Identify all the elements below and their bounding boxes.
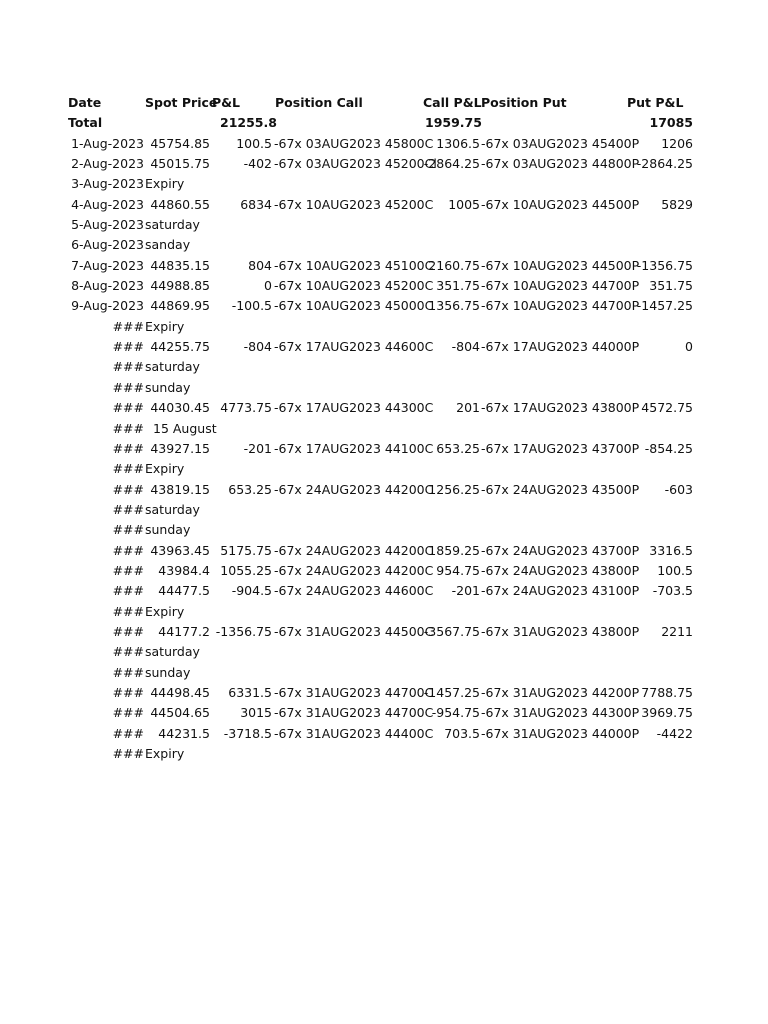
- cell-note: sanday: [145, 237, 191, 253]
- cell-put-pnl: 7788.75: [641, 684, 693, 700]
- cell-date: ###: [112, 562, 144, 578]
- cell-spot-price: 44255.75: [150, 339, 210, 355]
- cell-position-call: -67x 24AUG2023 44200C: [274, 481, 434, 497]
- cell-position-call: -67x 31AUG2023 44700C: [274, 684, 434, 700]
- table-row: [0, 561, 768, 581]
- cell-position-put: -67x 24AUG2023 43500P: [481, 481, 640, 497]
- cell-spot-price: 44504.65: [150, 705, 210, 721]
- cell-date: 3-Aug-2023: [71, 176, 144, 192]
- table-row: [0, 663, 768, 683]
- cell-position-call: -67x 31AUG2023 44700C: [274, 705, 434, 721]
- cell-spot-price: 45015.75: [150, 156, 210, 172]
- cell-position-put: -67x 24AUG2023 43800P: [481, 562, 640, 578]
- cell-note: Expiry: [145, 461, 185, 477]
- cell-date: ###: [112, 705, 144, 721]
- cell-note: Expiry: [145, 746, 185, 761]
- cell-call-pnl: 1306.5: [436, 135, 480, 151]
- cell-position-put: -67x 24AUG2023 43700P: [481, 542, 640, 558]
- table-row: [0, 459, 768, 479]
- cell-spot-price: 44988.85: [150, 278, 210, 294]
- cell-date: 1-Aug-2023: [71, 135, 144, 151]
- cell-position-call: -67x 24AUG2023 44200C: [274, 542, 434, 558]
- cell-date: ###: [112, 603, 144, 619]
- cell-pnl: -904.5: [231, 583, 272, 599]
- cell-put-pnl: 0: [685, 339, 693, 355]
- table-row: [0, 581, 768, 601]
- table-row: [0, 296, 768, 316]
- cell-note: saturday: [145, 501, 200, 517]
- cell-position-call: -67x 10AUG2023 45200C: [274, 278, 434, 294]
- cell-date: 8-Aug-2023: [71, 278, 144, 294]
- cell-date: ###: [112, 522, 144, 538]
- cell-pnl: -402: [243, 156, 272, 172]
- cell-put-pnl: 351.75: [649, 278, 693, 294]
- cell-pnl: -804: [243, 339, 272, 355]
- total-call-pnl: 1959.75: [425, 115, 482, 131]
- table-row: [0, 500, 768, 520]
- table-row: [0, 378, 768, 398]
- table-row: [0, 174, 768, 194]
- cell-date: ###: [112, 684, 144, 700]
- header-position-call: Position Call: [275, 95, 363, 110]
- table-row: [0, 419, 768, 439]
- cell-date: ###: [112, 623, 144, 639]
- cell-date: ###: [112, 420, 144, 436]
- table-row: [0, 154, 768, 174]
- table-row: [0, 276, 768, 296]
- table-row: [0, 703, 768, 723]
- cell-pnl: -1356.75: [215, 623, 272, 639]
- cell-date: ###: [112, 542, 144, 558]
- table-row: [0, 541, 768, 561]
- cell-spot-price: 44869.95: [150, 298, 210, 314]
- table-row: [0, 256, 768, 276]
- cell-note: sunday: [145, 664, 191, 680]
- table-row: [0, 337, 768, 357]
- cell-pnl: 3015: [240, 705, 272, 721]
- cell-note: sunday: [145, 379, 191, 395]
- cell-spot-price: 44860.55: [150, 196, 210, 212]
- cell-pnl: -100.5: [231, 298, 272, 314]
- cell-position-put: -67x 03AUG2023 45400P: [481, 135, 640, 151]
- cell-spot-price: 43927.15: [150, 440, 210, 456]
- cell-call-pnl: 1256.25: [428, 481, 480, 497]
- cell-date: ###: [112, 501, 144, 517]
- cell-call-pnl: 1356.75: [428, 298, 480, 314]
- cell-put-pnl: 5829: [661, 196, 693, 212]
- cell-spot-price: 44030.45: [150, 400, 210, 416]
- cell-call-pnl: -201: [451, 583, 480, 599]
- table-row: [0, 683, 768, 703]
- cell-date: 6-Aug-2023: [71, 237, 144, 253]
- cell-date: 5-Aug-2023: [71, 217, 144, 233]
- cell-position-put: -67x 03AUG2023 44800P: [481, 156, 640, 172]
- table-row: [0, 235, 768, 255]
- cell-position-put: -67x 10AUG2023 44700P: [481, 278, 640, 294]
- table-row: [0, 215, 768, 235]
- cell-pnl: 653.25: [228, 481, 272, 497]
- cell-call-pnl: 954.75: [436, 562, 480, 578]
- table-row: [0, 744, 768, 764]
- cell-spot-price: 43984.4: [158, 562, 210, 578]
- table-row: [0, 357, 768, 377]
- cell-spot-price: 45754.85: [150, 135, 210, 151]
- cell-put-pnl: 4572.75: [641, 400, 693, 416]
- cell-position-call: -67x 10AUG2023 45100C: [274, 257, 434, 273]
- cell-put-pnl: -703.5: [652, 583, 693, 599]
- cell-call-pnl: -954.75: [431, 705, 480, 721]
- table-row: [0, 398, 768, 418]
- total-row: [0, 113, 768, 133]
- cell-call-pnl: 1859.25: [428, 542, 480, 558]
- cell-spot-price: 44177.2: [158, 623, 210, 639]
- cell-pnl: 4773.75: [220, 400, 272, 416]
- cell-position-call: -67x 10AUG2023 45200C: [274, 196, 434, 212]
- cell-note: 15 August: [153, 420, 217, 436]
- cell-position-put: -67x 17AUG2023 44000P: [481, 339, 640, 355]
- cell-put-pnl: 1206: [661, 135, 693, 151]
- cell-date: ###: [112, 379, 144, 395]
- cell-date: 2-Aug-2023: [71, 156, 144, 172]
- table-row: [0, 317, 768, 337]
- data-rows: [0, 134, 768, 765]
- cell-pnl: -3718.5: [223, 725, 272, 741]
- cell-position-put: -67x 31AUG2023 44200P: [481, 684, 640, 700]
- cell-call-pnl: -1457.25: [423, 684, 480, 700]
- cell-put-pnl: 100.5: [657, 562, 693, 578]
- cell-call-pnl: 653.25: [436, 440, 480, 456]
- table-row: [0, 520, 768, 540]
- cell-put-pnl: 3316.5: [649, 542, 693, 558]
- cell-position-call: -67x 24AUG2023 44600C: [274, 583, 434, 599]
- table-row: [0, 622, 768, 642]
- cell-pnl: 6331.5: [228, 684, 272, 700]
- cell-position-put: -67x 31AUG2023 44300P: [481, 705, 640, 721]
- cell-date: 4-Aug-2023: [71, 196, 144, 212]
- cell-pnl: 5175.75: [220, 542, 272, 558]
- cell-position-call: -67x 03AUG2023 45200Cl: [274, 156, 437, 172]
- header-call-pnl: Call P&L: [423, 95, 482, 110]
- cell-position-put: -67x 10AUG2023 44700P: [481, 298, 640, 314]
- cell-note: sunday: [145, 522, 191, 538]
- table-row: [0, 602, 768, 622]
- cell-position-call: -67x 17AUG2023 44300C: [274, 400, 434, 416]
- table-row: [0, 195, 768, 215]
- cell-date: 7-Aug-2023: [71, 257, 144, 273]
- header-spot-price: Spot Price: [145, 95, 218, 110]
- cell-date: ###: [112, 339, 144, 355]
- total-label: Total: [68, 115, 103, 131]
- cell-date: ###: [112, 725, 144, 741]
- cell-spot-price: 44835.15: [150, 257, 210, 273]
- cell-note: saturday: [145, 359, 200, 375]
- cell-note: saturday: [145, 217, 200, 233]
- cell-position-call: -67x 10AUG2023 45000C: [274, 298, 434, 314]
- cell-spot-price: 43819.15: [150, 481, 210, 497]
- cell-put-pnl: 3969.75: [641, 705, 693, 721]
- cell-call-pnl: -3567.75: [423, 623, 480, 639]
- total-pnl: 21255.8: [220, 115, 277, 131]
- header-date: Date: [68, 95, 102, 110]
- cell-spot-price: 44477.5: [158, 583, 210, 599]
- cell-position-call: -67x 24AUG2023 44200C: [274, 562, 434, 578]
- pnl-sheet: [0, 93, 768, 764]
- cell-call-pnl: 1005: [448, 196, 480, 212]
- cell-call-pnl: 201: [456, 400, 480, 416]
- cell-position-put: -67x 10AUG2023 44500P: [481, 257, 640, 273]
- cell-spot-price: 44498.45: [150, 684, 210, 700]
- cell-put-pnl: -854.25: [644, 440, 693, 456]
- cell-put-pnl: -1457.25: [636, 298, 693, 314]
- total-put-pnl: 17085: [649, 115, 693, 131]
- cell-pnl: 100.5: [236, 135, 272, 151]
- cell-position-call: -67x 03AUG2023 45800C: [274, 135, 434, 151]
- cell-pnl: 1055.25: [220, 562, 272, 578]
- cell-position-put: -67x 24AUG2023 43100P: [481, 583, 640, 599]
- table-row: [0, 480, 768, 500]
- cell-put-pnl: 2211: [661, 623, 693, 639]
- cell-call-pnl: 703.5: [444, 725, 480, 741]
- cell-pnl: 0: [264, 278, 272, 294]
- cell-position-put: -67x 17AUG2023 43800P: [481, 400, 640, 416]
- cell-put-pnl: -1356.75: [636, 257, 693, 273]
- cell-position-put: -67x 31AUG2023 44000P: [481, 725, 640, 741]
- cell-position-put: -67x 17AUG2023 43700P: [481, 440, 640, 456]
- cell-date: 9-Aug-2023: [71, 298, 144, 314]
- cell-position-call: -67x 31AUG2023 44500C: [274, 623, 434, 639]
- header-row: [0, 93, 768, 113]
- cell-call-pnl: 2160.75: [428, 257, 480, 273]
- cell-date: ###: [112, 461, 144, 477]
- cell-date: ###: [112, 400, 144, 416]
- cell-note: Expiry: [145, 318, 185, 334]
- cell-spot-price: 44231.5: [158, 725, 210, 741]
- cell-call-pnl: -804: [451, 339, 480, 355]
- cell-position-call: -67x 31AUG2023 44400C: [274, 725, 434, 741]
- header-pnl: P&L: [212, 95, 241, 110]
- header-put-pnl: Put P&L: [627, 95, 684, 110]
- cell-date: ###: [112, 318, 144, 334]
- cell-pnl: -201: [243, 440, 272, 456]
- table-row: [0, 642, 768, 662]
- table-row: [0, 134, 768, 154]
- cell-put-pnl: -2864.25: [636, 156, 693, 172]
- cell-note: saturday: [145, 644, 200, 660]
- table-row: [0, 724, 768, 744]
- cell-date: ###: [112, 359, 144, 375]
- cell-date: ###: [112, 440, 144, 456]
- cell-date: ###: [112, 644, 144, 660]
- cell-pnl: 804: [248, 257, 272, 273]
- cell-position-call: -67x 17AUG2023 44600C: [274, 339, 434, 355]
- cell-spot-price: 43963.45: [150, 542, 210, 558]
- cell-position-put: -67x 31AUG2023 43800P: [481, 623, 640, 639]
- cell-put-pnl: -4422: [656, 725, 693, 741]
- cell-call-pnl: 351.75: [436, 278, 480, 294]
- cell-note: Expiry: [145, 603, 185, 619]
- cell-call-pnl: -2864.25: [423, 156, 480, 172]
- cell-pnl: 6834: [240, 196, 272, 212]
- cell-note: Expiry: [145, 176, 185, 192]
- header-position-put: Position Put: [481, 95, 567, 110]
- cell-position-put: -67x 10AUG2023 44500P: [481, 196, 640, 212]
- cell-date: ###: [112, 664, 144, 680]
- table-row: [0, 439, 768, 459]
- cell-date: ###: [112, 583, 144, 599]
- cell-put-pnl: -603: [664, 481, 693, 497]
- cell-date: ###: [112, 746, 144, 761]
- cell-position-call: -67x 17AUG2023 44100C: [274, 440, 434, 456]
- cell-date: ###: [112, 481, 144, 497]
